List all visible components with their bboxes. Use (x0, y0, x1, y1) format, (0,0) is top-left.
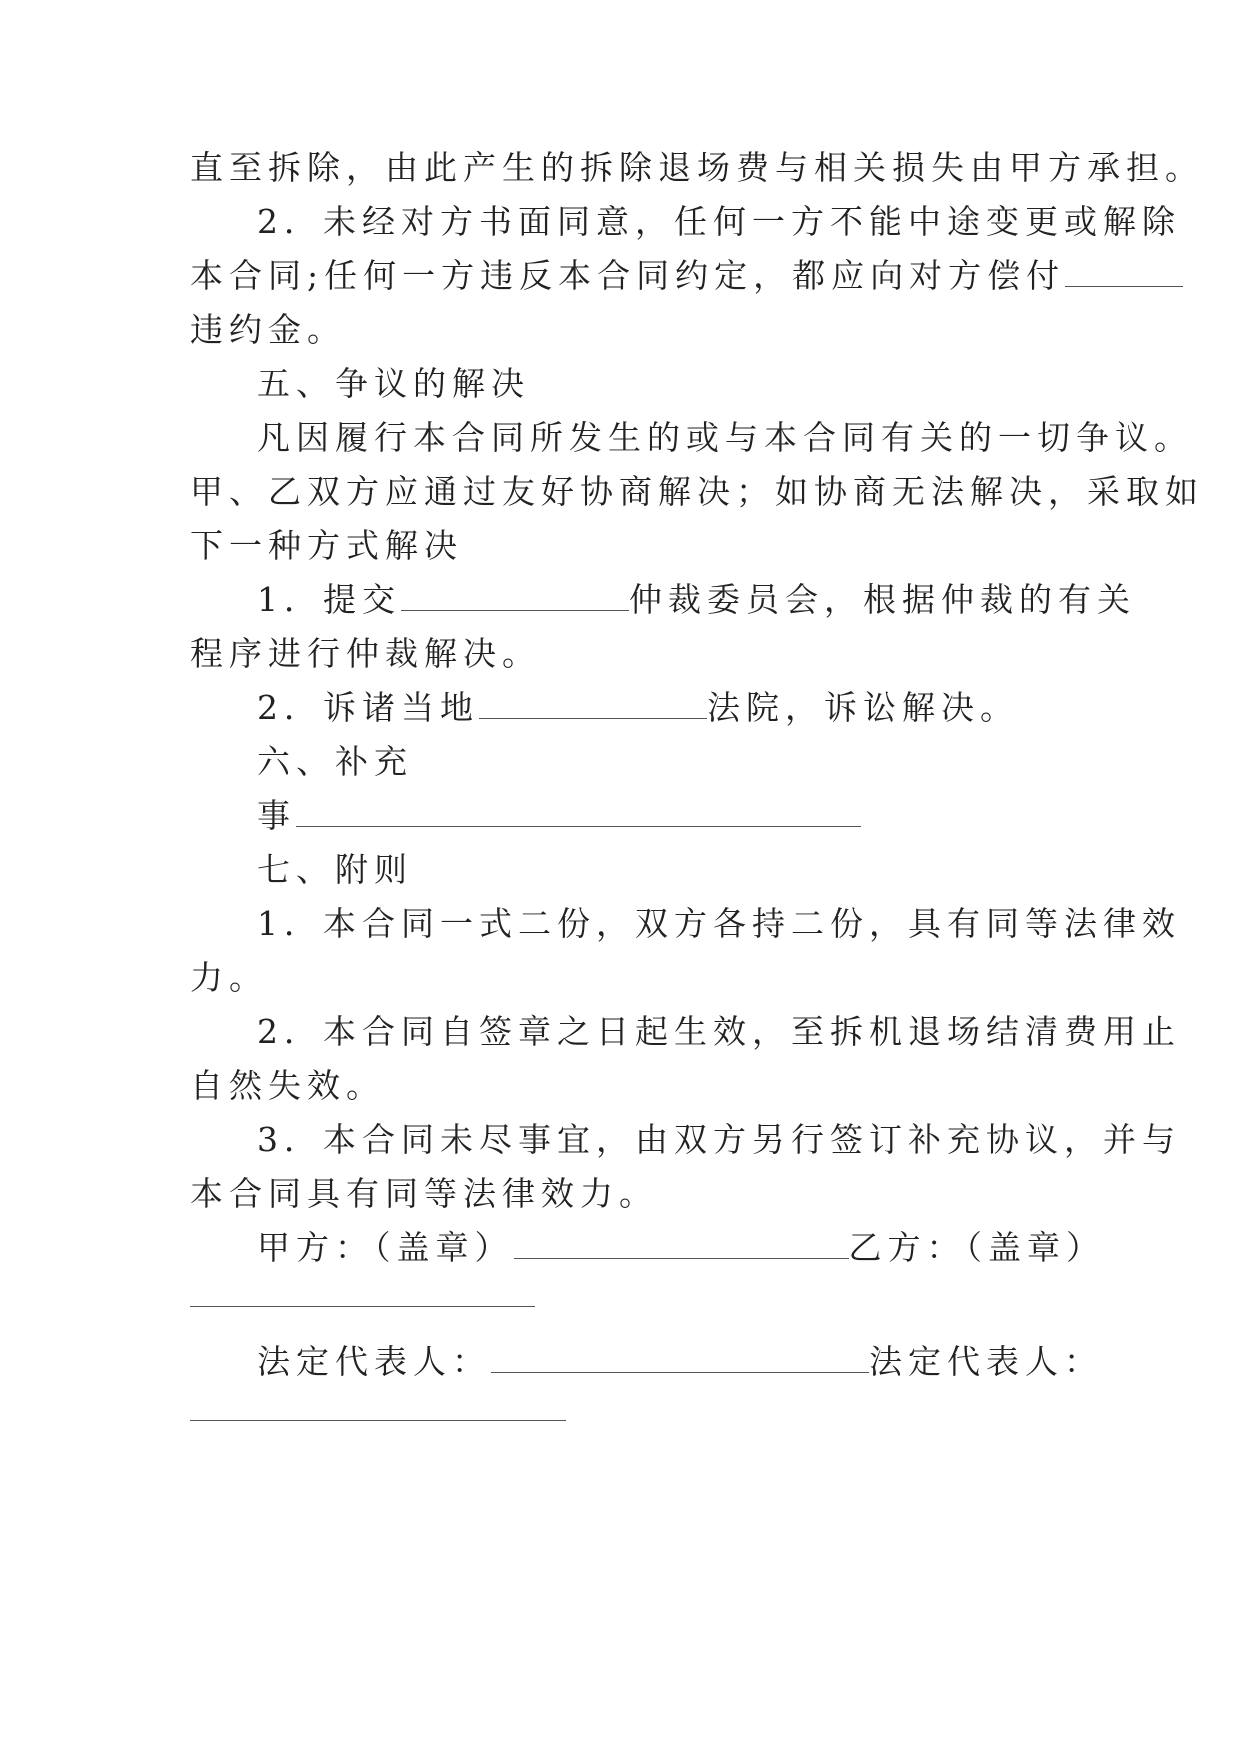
party-a-seal-line (257, 1226, 1137, 1270)
clause-7-1-line-2: 力。 (190, 958, 268, 997)
party-a-rep-blank (491, 1342, 869, 1373)
clause-4-2-line-1: 2．未经对方书面同意，任何一方不能中途变更或解除 (257, 202, 1181, 241)
clause-4-2-text: 本合同;任何一方违反本合同约定，都应向对方偿付 (190, 256, 1066, 295)
penalty-amount-blank (1065, 256, 1183, 287)
section-5-para-line-3: 下一种方式解决 (190, 526, 463, 565)
section-5-para-line-2: 甲、乙双方应通过友好协商解决；如协商无法解决，采取如 (190, 472, 1204, 511)
section-6-line (257, 794, 1137, 838)
clause-7-1-line-1: 1．本合同一式二份，双方各持二份，具有同等法律效 (257, 904, 1181, 943)
clause-5-1-line-1 (257, 578, 1137, 622)
section-6-heading: 六、补充 (257, 742, 413, 781)
party-b-rep-blank (190, 1420, 566, 1421)
clause-4-2-line-3: 违约金。 (190, 310, 346, 349)
section-6-prefix: 事 (257, 796, 296, 835)
clause-5-2-suffix: 法院，诉讼解决。 (707, 688, 1019, 727)
supplement-blank (296, 796, 861, 827)
section-7-heading: 七、附则 (257, 850, 413, 889)
clause-5-2-prefix: 2．诉诸当地 (257, 688, 479, 727)
text-line-1: 直至拆除，由此产生的拆除退场费与相关损失由甲方承担。 (190, 148, 1204, 187)
party-b-seal-blank (190, 1306, 535, 1307)
clause-7-2-line-2: 自然失效。 (190, 1066, 385, 1105)
clause-7-3-line-1: 3．本合同未尽事宜，由双方另行签订补充协议，并与 (257, 1120, 1181, 1159)
clause-5-2-line (257, 686, 1137, 730)
clause-7-3-line-2: 本合同具有同等法律效力。 (190, 1174, 658, 1213)
clause-5-1-line-2: 程序进行仲裁解决。 (190, 634, 541, 673)
section-5-heading: 五、争议的解决 (257, 364, 530, 403)
party-b-seal-label: 乙方：（盖章） (848, 1228, 1105, 1267)
section-5-para-line-1: 凡因履行本合同所发生的或与本合同有关的一切争议。 (257, 418, 1193, 457)
party-a-seal-blank (514, 1228, 849, 1259)
clause-4-2-line-2 (190, 254, 1070, 298)
clause-7-2-line-1: 2．本合同自签章之日起生效，至拆机退场结清费用止 (257, 1012, 1181, 1051)
party-b-rep-label: 法定代表人： (869, 1342, 1103, 1381)
clause-5-1-suffix: 仲裁委员会，根据仲裁的有关 (629, 580, 1136, 619)
court-blank (479, 688, 707, 719)
arbitration-committee-blank (401, 580, 629, 611)
legal-rep-line (257, 1340, 1137, 1384)
party-a-rep-label: 法定代表人： (257, 1342, 491, 1381)
party-a-seal-label: 甲方：（盖章） (257, 1228, 514, 1267)
clause-5-1-prefix: 1．提交 (257, 580, 401, 619)
